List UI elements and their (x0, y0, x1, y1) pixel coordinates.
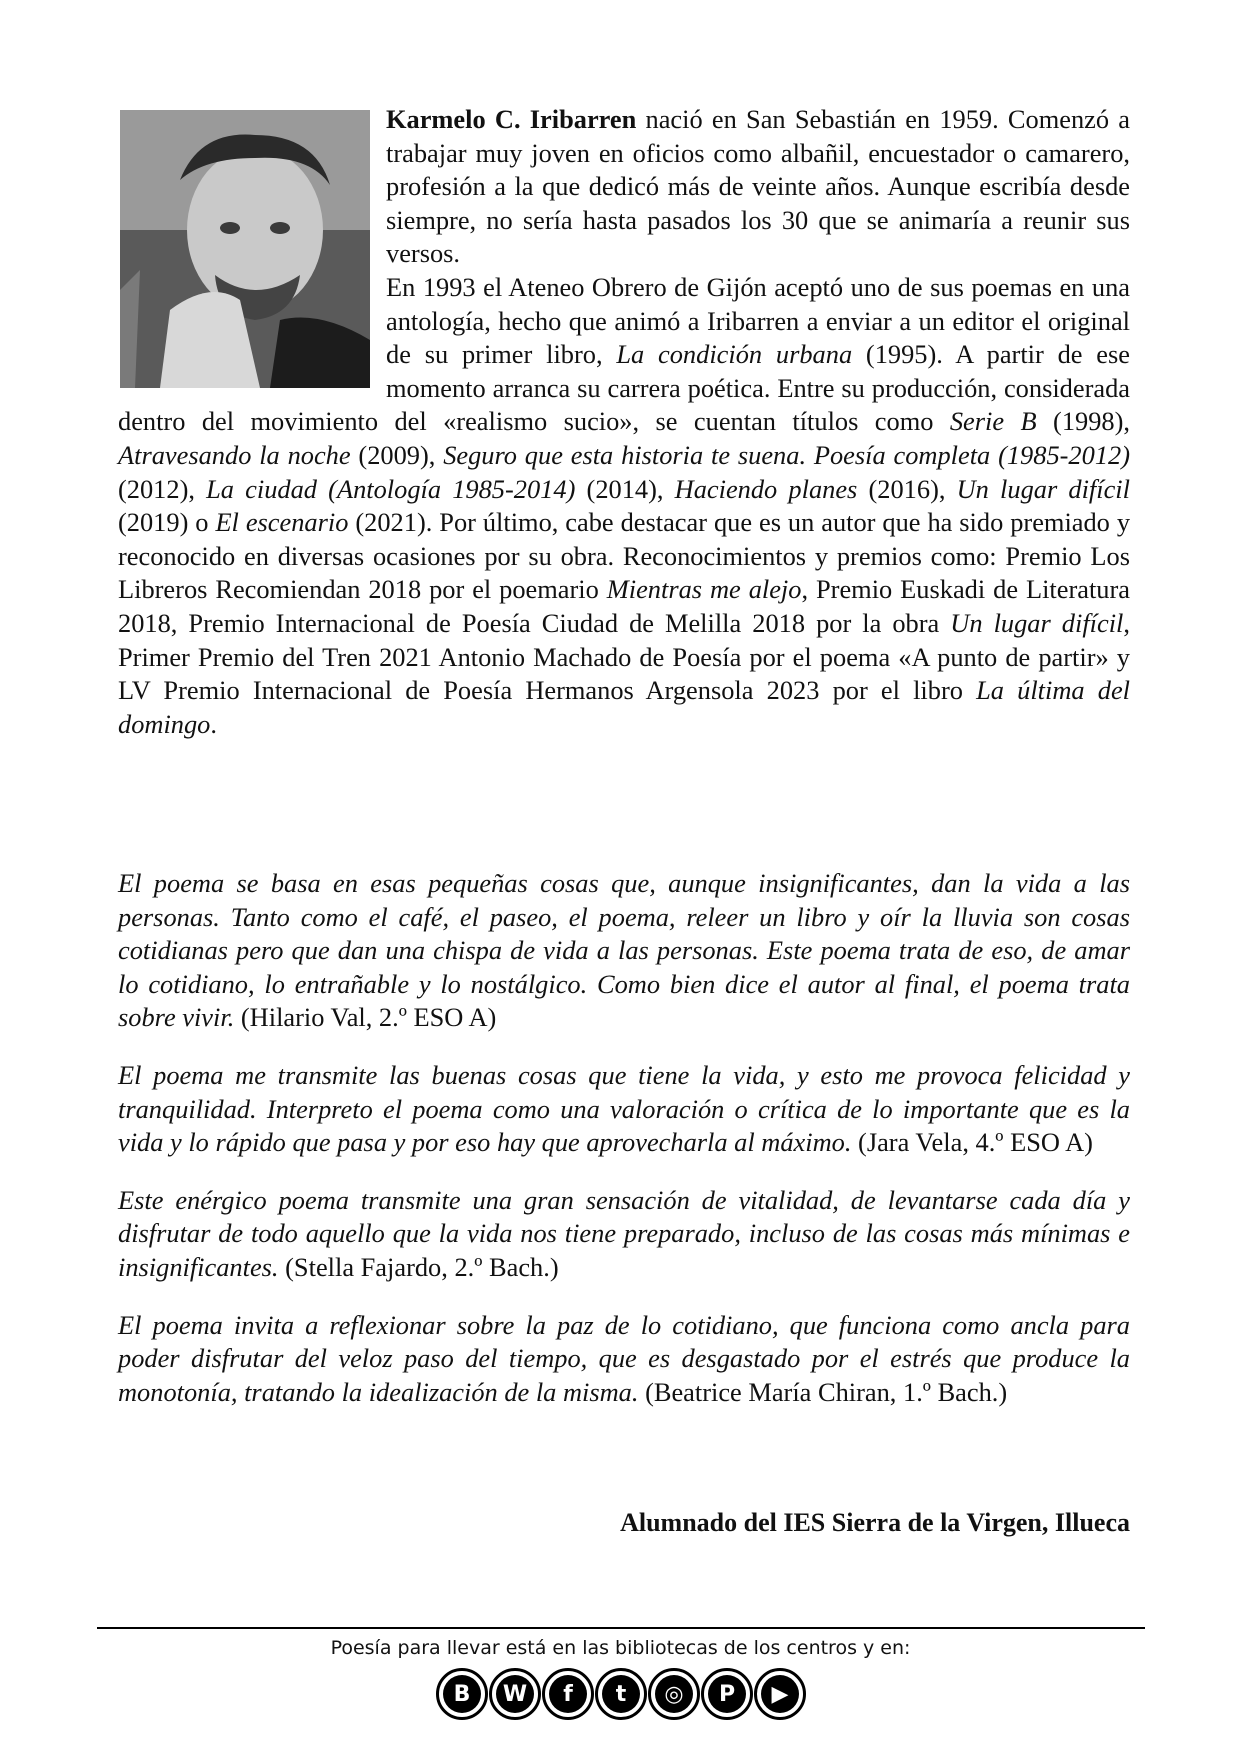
book-title: La última del domingo (118, 675, 1130, 739)
student-comments (118, 867, 1130, 1433)
comment-author: (Jara Vela, 4.º ESO A) (851, 1127, 1093, 1158)
twitter-glyph: t (602, 1675, 640, 1713)
blogger-icon[interactable] (436, 1668, 488, 1720)
comment-1 (118, 867, 1130, 1035)
bio-text: (2012), (118, 473, 207, 504)
bio-text: (2014), (575, 473, 675, 504)
book-title: Serie B (949, 406, 1037, 437)
facebook-icon[interactable] (542, 1668, 594, 1720)
comment-2 (118, 1059, 1130, 1160)
author-name: Karmelo C. Iribarren (386, 104, 637, 134)
comment-text: El poema invita a reflexionar sobre la paz de lo cotidiano, que funciona como ancla para poder disfrutar del veloz paso del tiempo, que es desgastado por el estrés que produce la monotonía, tratando la idealización de la misma. (118, 1309, 1130, 1407)
signature: Alumnado del IES Sierra de la Virgen, Illueca (620, 1508, 1130, 1537)
comment-author: (Stella Fajardo, 2.º Bach.) (278, 1251, 559, 1282)
bio-text: . (210, 708, 217, 739)
youtube-glyph: ▶ (761, 1675, 799, 1713)
book-title: La condición urbana (616, 339, 853, 370)
bio-text: , Primer Premio del Tren 2021 Antonio Machado de Poesía por el poema «A punto de partir» y LV Premio Internacional de Poesía Hermanos Argensola 2023 por el libro (118, 607, 1130, 706)
bio-text: (1995). A partir de ese momento arranca su carrera poética. Entre su producción, considerada dentro del movimiento del «realismo sucio», se cuentan títulos como (118, 339, 1130, 437)
comment-text: El poema se basa en esas pequeñas cosas que, aunque insignificantes, dan la vida a las personas. Tanto como el café, el paseo, el poema, releer un libro y oír la lluvia son cosas cotidianas pero que dan una chispa de vida a las personas. Este poema trata de eso, de amar lo cotidiano, lo entrañable y lo nostálgico. Como bien dice el autor al final, el poema trata sobre vivir. (118, 868, 1130, 1033)
bio-text: (2021). Por último, cabe destacar que es un autor que ha sido premiado y reconocido en diversas ocasiones por su obra. Reconocimientos y premios como: Premio Los Libreros Recomiendan 2018 por el poemario (118, 507, 1131, 605)
footer-divider (97, 1627, 1145, 1629)
book-title: Un lugar difícil (950, 607, 1124, 638)
twitter-icon[interactable] (595, 1668, 647, 1720)
blogger-glyph: B (443, 1675, 481, 1713)
facebook-glyph: f (549, 1675, 587, 1713)
footer-text: Poesía para llevar está en las bibliotecas de los centros y en: (330, 1637, 911, 1659)
youtube-icon[interactable] (754, 1668, 806, 1720)
wordpress-glyph: W (496, 1675, 534, 1713)
pinterest-glyph: P (708, 1675, 746, 1713)
book-title: Un lugar difícil (956, 473, 1130, 504)
bio-text: (1998), (1036, 406, 1130, 437)
book-title: Atravesando la noche (118, 439, 351, 470)
comment-3 (118, 1184, 1130, 1285)
bio-text: nació en San Sebastián en 1959. Comenzó a trabajar muy joven en oficios como albañil, encuestador o camarero, profesión a la que dedicó más de veinte años. Aunque escribía desde siempre, no sería hasta pasados los 30 que se animaría a reunir sus versos. (386, 104, 1130, 269)
comment-text: El poema me transmite las buenas cosas que tiene la vida, y esto me provoca felicidad y tranquilidad. Interpreto el poema como una valoración o crítica de lo importante que es la vida y lo rápido que pasa y por eso hay que aprovecharla al máximo. (118, 1059, 1130, 1158)
photo-spacer (118, 103, 386, 401)
book-title: Mientras me alejo (606, 574, 802, 605)
book-title: Seguro que esta historia te suena. Poesía completa (1985-2012) (443, 439, 1131, 470)
author-bio (118, 103, 1130, 741)
book-title: Haciendo planes (674, 473, 858, 504)
book-title: La ciudad (Antología 1985-2014) (206, 473, 576, 504)
comment-author: (Hilario Val, 2.º ESO A) (234, 1002, 497, 1033)
bio-text: , Premio Euskadi de Literatura 2018, Premio Internacional de Poesía Ciudad de Melilla 2018 por la obra (118, 574, 1130, 638)
bio-text: (2019) o (118, 507, 216, 538)
instagram-icon[interactable] (648, 1668, 700, 1720)
book-title: El escenario (215, 507, 349, 538)
social-icons (425, 1668, 817, 1724)
pinterest-icon[interactable] (701, 1668, 753, 1720)
instagram-glyph: ◎ (655, 1675, 693, 1713)
comment-author: (Beatrice María Chiran, 1.º Bach.) (638, 1376, 1008, 1407)
wordpress-icon[interactable] (489, 1668, 541, 1720)
bio-text: (2016), (857, 473, 957, 504)
comment-text: Este enérgico poema transmite una gran sensación de vitalidad, de levantarse cada día y disfrutar de todo aquello que la vida nos tiene preparado, incluso de las cosas más mínimas e insignificantes. (118, 1184, 1130, 1282)
bio-text: (2009), (350, 439, 444, 470)
comment-4 (118, 1309, 1130, 1410)
bio-text: En 1993 el Ateneo Obrero de Gijón aceptó uno de sus poemas en una antología, hecho que animó a Iribarren a enviar a un editor el original de su primer libro, (386, 271, 1130, 370)
